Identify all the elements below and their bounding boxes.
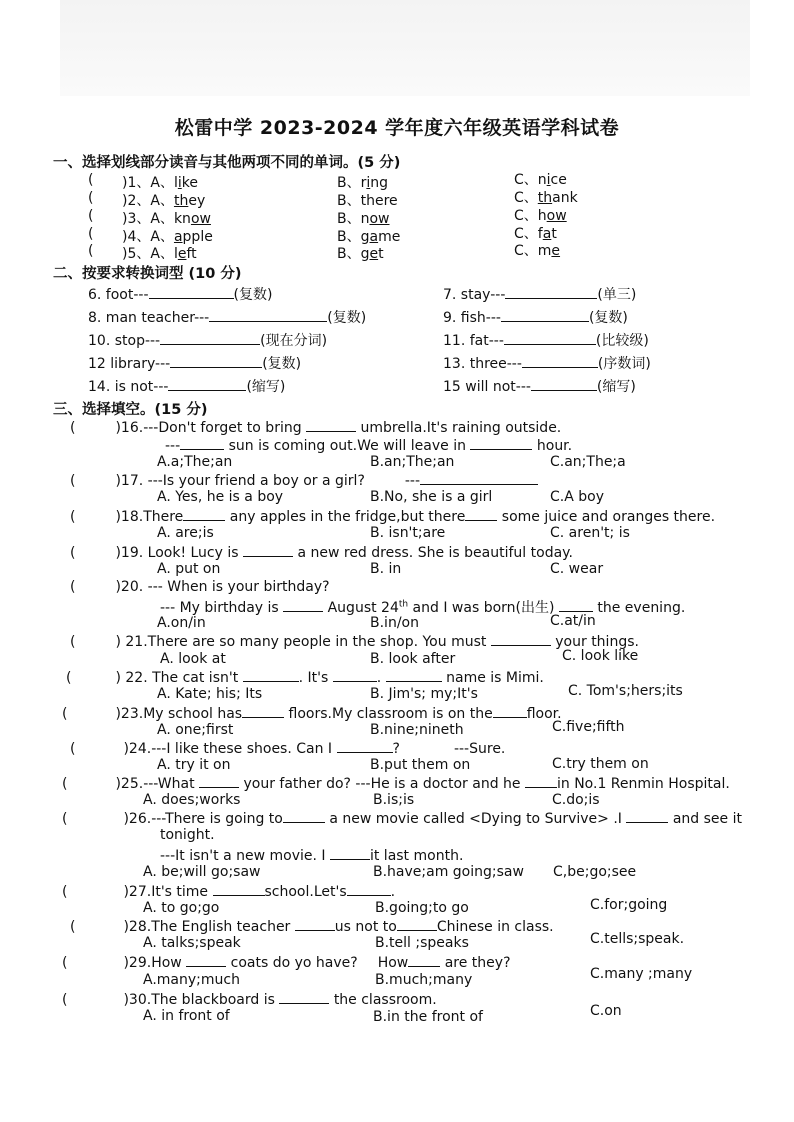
answer-blank[interactable] <box>493 704 527 718</box>
underlined-part: a <box>542 226 552 242</box>
word <box>361 175 388 191</box>
answer-blank[interactable] <box>170 354 262 368</box>
option-a[interactable]: A. does;works <box>143 792 241 808</box>
option-b[interactable]: B.have;am going;saw <box>373 864 524 880</box>
answer-blank[interactable] <box>333 668 377 682</box>
item-number: )3、A、 <box>122 211 174 227</box>
word <box>538 172 567 188</box>
option-b[interactable]: B.in/on <box>370 615 419 631</box>
option-b[interactable]: B.is;is <box>373 792 415 808</box>
option-b[interactable] <box>337 208 390 228</box>
option-a[interactable] <box>122 243 197 263</box>
answer-blank[interactable] <box>504 331 596 345</box>
word <box>538 190 578 206</box>
option-b[interactable]: B.put them on <box>370 757 471 773</box>
word-part: h <box>537 208 547 224</box>
underlined-part: th <box>173 193 189 209</box>
word-part: g <box>360 229 370 245</box>
word-part: me <box>378 229 401 245</box>
answer-paren[interactable]: ( <box>88 172 94 188</box>
word-part: ft <box>186 246 197 262</box>
option-c[interactable]: C. Tom's;hers;its <box>568 683 683 699</box>
word-part: th <box>360 193 375 209</box>
answer-blank[interactable] <box>183 507 225 521</box>
answer-blank[interactable] <box>295 917 335 931</box>
option-b[interactable]: B.nine;nineth <box>370 722 464 738</box>
answer-blank[interactable] <box>408 953 440 967</box>
answer-blank[interactable] <box>505 285 597 299</box>
answer-blank[interactable] <box>386 668 442 682</box>
option-a[interactable]: A. Kate; his; Its <box>157 686 263 702</box>
item-14: 14. is not--- (缩写) <box>88 379 286 395</box>
option-letter: B、 <box>337 193 361 209</box>
option-a[interactable] <box>122 172 198 192</box>
question-20-line2: --- My birthday is August 24th and I was born(出生) the evening. <box>160 599 686 616</box>
option-letter: C、 <box>514 172 538 188</box>
answer-blank[interactable] <box>491 632 551 646</box>
option-c[interactable] <box>514 169 567 189</box>
question-21: ( ) 21.There are so many people in the shop. You must your things. <box>70 634 639 650</box>
option-a[interactable]: A. put on <box>157 561 221 577</box>
word-part: ng <box>370 175 389 191</box>
question-29: ( )29.How coats do yo have? How are they? <box>62 955 511 971</box>
word-part: g <box>360 246 370 262</box>
underlined-part: ow <box>546 208 567 224</box>
word-part: n <box>360 211 370 227</box>
answer-blank[interactable] <box>180 436 224 450</box>
answer-blank[interactable] <box>531 377 597 391</box>
option-c[interactable]: C,be;go;see <box>553 864 637 880</box>
option-c[interactable]: C.try them on <box>552 756 649 772</box>
word-part: ere <box>374 193 398 209</box>
answer-blank[interactable] <box>283 809 325 823</box>
answer-blank[interactable] <box>283 598 323 612</box>
item-15: 15 will not--- (缩写) <box>443 379 636 395</box>
answer-blank[interactable] <box>470 436 532 450</box>
option-c[interactable] <box>514 205 567 225</box>
answer-blank[interactable] <box>501 308 589 322</box>
answer-blank[interactable] <box>626 809 668 823</box>
option-c[interactable]: C.many ;many <box>590 966 693 982</box>
answer-blank[interactable] <box>243 543 293 557</box>
underlined-part: a <box>369 229 379 245</box>
question-18: ( )18.There any apples in the fridge,but there some juice and oranges there. <box>70 509 716 525</box>
answer-blank[interactable] <box>213 882 265 896</box>
page-title: 松雷中学 2023-2024 学年度六年级英语学科试卷 <box>174 117 620 139</box>
question-26-line2: tonight. <box>160 827 215 843</box>
word-part: f <box>537 226 543 242</box>
word <box>361 193 398 209</box>
option-letter: C、 <box>514 208 538 224</box>
option-b[interactable]: B. in <box>370 561 402 577</box>
item-number: )2、A、 <box>122 193 174 209</box>
question-20: ( )20. --- When is your birthday? <box>70 579 330 595</box>
option-letter: B、 <box>337 211 361 227</box>
answer-blank[interactable] <box>306 418 356 432</box>
option-a[interactable]: A. look at <box>160 651 226 667</box>
option-b[interactable]: B.going;to go <box>375 900 469 916</box>
option-b[interactable] <box>337 172 388 192</box>
word <box>174 246 197 262</box>
option-c[interactable] <box>514 240 560 260</box>
word-part: kn <box>173 211 191 227</box>
option-b[interactable]: B.tell ;speaks <box>375 935 469 951</box>
question-16: ( )16.---Don't forget to bring umbrella.It's raining outside. <box>70 420 562 436</box>
answer-blank[interactable] <box>242 704 284 718</box>
word <box>174 211 211 227</box>
option-c[interactable]: C. look like <box>562 648 639 664</box>
question-28: ( )28.The English teacher us not to Chinese in class. <box>70 919 554 935</box>
option-b[interactable]: B.an;The;an <box>370 454 455 470</box>
item-13: 13. three--- (序数词) <box>443 356 651 372</box>
underlined-part: th <box>537 190 553 206</box>
option-a[interactable]: A. be;will go;saw <box>143 864 261 880</box>
item-number: )1、A、 <box>122 175 174 191</box>
item-6: 6. foot--- (复数) <box>88 287 273 303</box>
question-24: ( )24.---I like these shoes. Can I ? ---Sure. <box>70 741 506 757</box>
answer-blank[interactable] <box>525 774 557 788</box>
option-a[interactable]: A. to go;go <box>143 900 220 916</box>
item-12: 12 library--- (复数) <box>88 356 302 372</box>
answer-paren[interactable]: ( <box>88 190 94 206</box>
item-8: 8. man teacher--- (复数) <box>88 310 367 326</box>
option-b[interactable]: B.much;many <box>375 972 473 988</box>
option-letter: B、 <box>337 229 361 245</box>
underlined-part: e <box>177 246 187 262</box>
word-part: ey <box>188 193 206 209</box>
option-c[interactable]: C.tells;speak. <box>590 931 685 947</box>
item-11: 11. fat--- (比较级) <box>443 333 649 349</box>
word-part: ke <box>181 175 198 191</box>
word-part: t <box>551 226 557 242</box>
underlined-part: i <box>366 175 371 191</box>
answer-blank[interactable] <box>186 953 226 967</box>
option-a[interactable]: A.a;The;an <box>157 454 233 470</box>
answer-blank[interactable] <box>199 774 239 788</box>
question-25: ( )25.---What your father do? ---He is a doctor and he in No.1 Renmin Hospital. <box>62 776 730 792</box>
underlined-part: ow <box>190 211 211 227</box>
option-b[interactable]: B. Jim's; my;It's <box>370 686 478 702</box>
word-part: ce <box>550 172 567 188</box>
question-27: ( )27.It's time school.Let's . <box>62 884 396 900</box>
option-a[interactable]: A. try it on <box>157 757 231 773</box>
word <box>174 193 205 209</box>
item-number: )4、A、 <box>122 229 174 245</box>
answer-blank[interactable] <box>209 308 327 322</box>
question-17: ( )17. ---Is your friend a boy or a girl? --- <box>70 471 538 489</box>
answer-paren[interactable]: ( <box>88 243 94 259</box>
option-a[interactable]: A. in front of <box>143 1008 230 1024</box>
word <box>174 175 198 191</box>
underlined-part: i <box>546 172 551 188</box>
option-c[interactable]: C. aren't; is <box>550 525 630 541</box>
answer-blank[interactable] <box>559 598 593 612</box>
section-2-heading: 二、按要求转换词型 (10 分) <box>53 266 242 282</box>
word-part: ank <box>552 190 578 206</box>
answer-blank[interactable] <box>465 507 497 521</box>
option-letter: B、 <box>337 246 361 262</box>
item-9: 9. fish--- (复数) <box>443 310 628 326</box>
word-part: r <box>360 175 367 191</box>
answer-blank[interactable] <box>522 354 598 368</box>
answer-paren[interactable]: ( <box>88 226 94 242</box>
answer-blank[interactable] <box>243 668 299 682</box>
option-c[interactable]: C.on <box>590 1003 622 1019</box>
option-a[interactable]: A. talks;speak <box>143 935 241 951</box>
underlined-part: e <box>369 246 379 262</box>
option-a[interactable]: A. one;first <box>157 722 234 738</box>
underlined-part: e <box>551 243 561 259</box>
option-b[interactable]: B. isn't;are <box>370 525 446 541</box>
question-30: ( )30.The blackboard is the classroom. <box>62 992 437 1008</box>
option-b[interactable]: B.in the front of <box>373 1009 483 1025</box>
option-c[interactable]: C.at/in <box>550 613 596 629</box>
question-26-line3: ---It isn't a new movie. I it last month. <box>160 848 464 864</box>
word-part: l <box>173 175 178 191</box>
answer-blank[interactable] <box>330 846 370 860</box>
question-26: ( )26.---There is going to a new movie called <Dying to Survive> .I and see it <box>62 811 742 827</box>
option-letter: C、 <box>514 243 538 259</box>
answer-paren[interactable]: ( <box>88 208 94 224</box>
word-part: t <box>378 246 384 262</box>
option-b[interactable] <box>337 243 384 263</box>
option-c[interactable]: C.do;is <box>552 792 600 808</box>
question-19: ( )19. Look! Lucy is a new red dress. She is beautiful today. <box>70 545 573 561</box>
answer-blank[interactable] <box>397 917 437 931</box>
item-7: 7. stay--- (单三) <box>443 287 637 303</box>
answer-blank[interactable] <box>160 331 260 345</box>
underlined-part: ow <box>369 211 390 227</box>
word <box>361 211 390 227</box>
answer-blank[interactable] <box>149 285 234 299</box>
option-a[interactable] <box>122 190 205 210</box>
word-part: n <box>537 172 547 188</box>
answer-blank[interactable] <box>168 377 246 391</box>
word <box>361 246 384 262</box>
option-a[interactable]: A.on/in <box>157 615 206 631</box>
answer-blank[interactable] <box>347 882 391 896</box>
scan-shading <box>60 0 750 96</box>
answer-blank[interactable] <box>420 471 538 485</box>
word-part: pple <box>182 229 213 245</box>
option-c[interactable]: C.A boy <box>550 489 604 505</box>
word <box>538 208 567 224</box>
underlined-part: a <box>173 229 183 245</box>
option-c[interactable]: C.an;The;a <box>550 454 626 470</box>
section-1-heading: 一、选择划线部分读音与其他两项不同的单词。(5 分) <box>53 155 401 171</box>
option-c[interactable]: C. wear <box>550 561 604 577</box>
word-part: l <box>173 246 178 262</box>
option-a[interactable]: A.many;much <box>143 972 240 988</box>
section-3-heading: 三、选择填空。(15 分) <box>53 402 208 418</box>
option-b[interactable]: B. look after <box>370 651 456 667</box>
option-b[interactable]: B.No, she is a girl <box>370 489 493 505</box>
answer-blank[interactable] <box>279 990 329 1004</box>
item-number: )5、A、 <box>122 246 174 262</box>
word-part: m <box>537 243 552 259</box>
option-letter: C、 <box>514 190 538 206</box>
word <box>538 243 560 259</box>
answer-blank[interactable] <box>337 739 393 753</box>
option-a[interactable]: A. are;is <box>157 525 214 541</box>
option-c[interactable] <box>514 187 578 207</box>
question-22: ( ) 22. The cat isn't . It's . name is Mimi. <box>66 670 544 686</box>
option-letter: B、 <box>337 175 361 191</box>
question-16-line2: --- sun is coming out.We will leave in hour. <box>165 438 573 454</box>
item-10: 10. stop--- (现在分词) <box>88 333 328 349</box>
option-a[interactable]: A. Yes, he is a boy <box>157 489 284 505</box>
question-23: ( )23.My school has floors.My classroom is on the floor. <box>62 706 562 722</box>
option-letter: C、 <box>514 226 538 242</box>
option-b[interactable] <box>337 190 398 210</box>
underlined-part: i <box>177 175 182 191</box>
option-c[interactable]: C.five;fifth <box>552 719 625 735</box>
option-a[interactable] <box>122 208 211 228</box>
option-c[interactable]: C.for;going <box>590 897 668 913</box>
